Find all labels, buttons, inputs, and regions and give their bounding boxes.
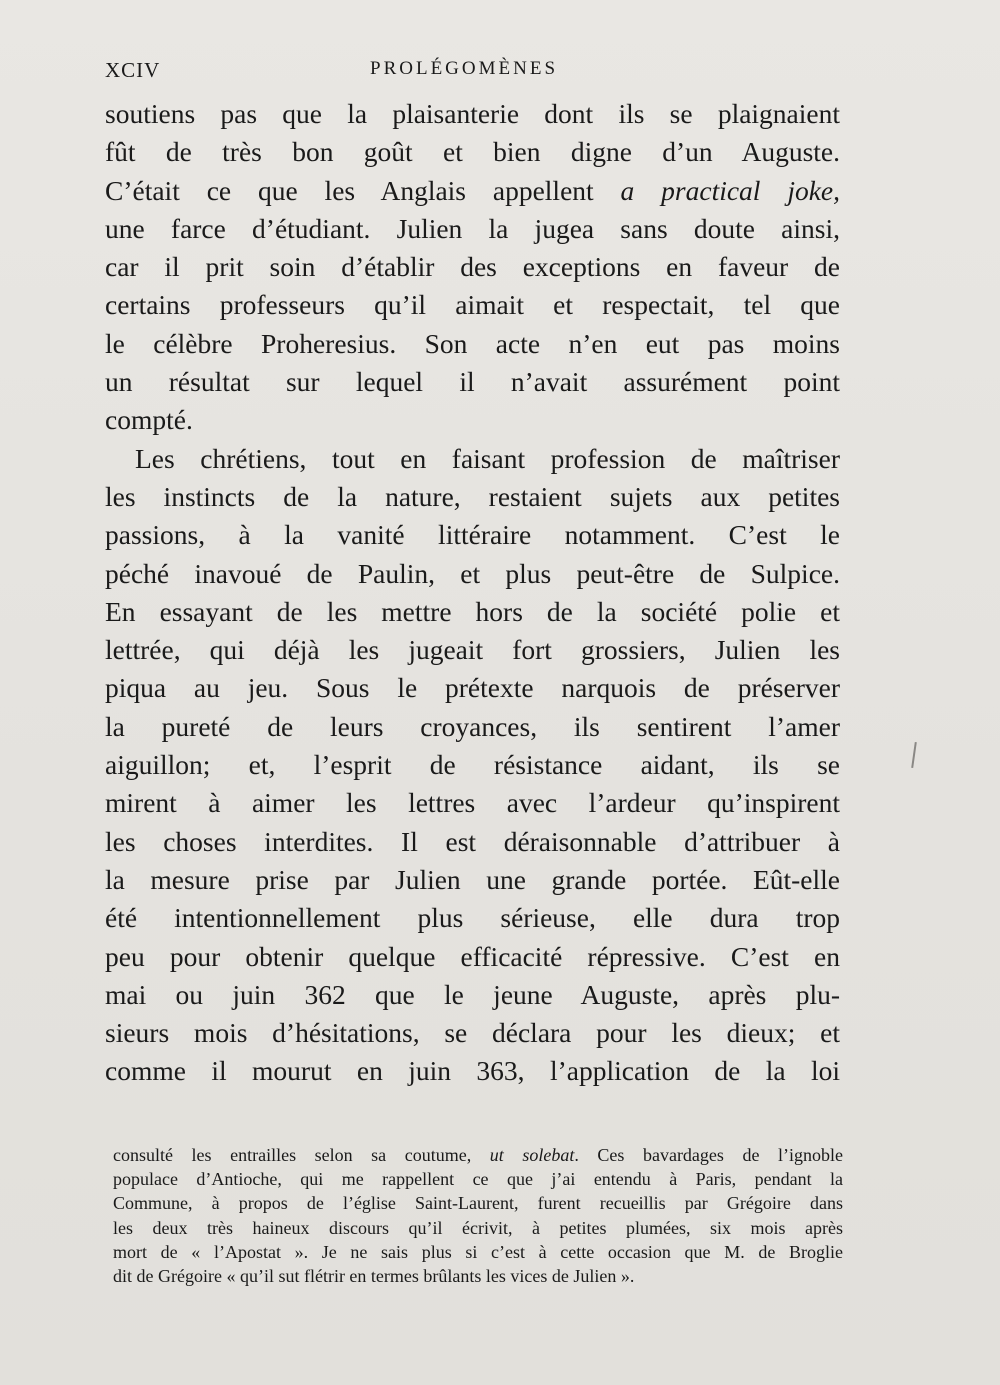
text-line: peu pour obtenir quelque efficacité répressive. C’est en [105, 940, 840, 972]
text-line: été intentionnellement plus sérieuse, elle dura trop [105, 902, 840, 934]
footnotes [113, 1143, 843, 1288]
page-number: XCIV [105, 58, 161, 82]
text-line: C’était ce que les Anglais appellent a practical joke, [105, 174, 840, 206]
text-line: En essayant de les mettre hors de la société polie et [105, 595, 840, 627]
footnote-line: les deux très haineux discours qu’il écrivit, à petites plumées, six mois après [113, 1217, 843, 1238]
footnote-line: consulté les entrailles selon sa coutume, ut solebat. Ces bavardages de l’ignoble [113, 1145, 844, 1165]
text-line: car il prit soin d’établir des exceptions en faveur de [105, 251, 840, 283]
text-line: aiguillon; et, l’esprit de résistance aidant, ils se [105, 749, 840, 781]
text-line: les instincts de la nature, restaient sujets aux petites [105, 480, 840, 512]
running-head [105, 58, 840, 84]
text-line: la mesure prise par Julien une grande portée. Eût-elle [105, 863, 840, 895]
text-line: les choses interdites. Il est déraisonnable d’attribuer à [105, 825, 840, 857]
footnote-line: Commune, à propos de l’église Saint-Laurent, furent recueillis par Grégoire dans [113, 1193, 843, 1214]
text-line: mai ou juin 362 que le jeune Auguste, après plu- [105, 978, 840, 1010]
text-line: soutiens pas que la plaisanterie dont ils se plaignaient [105, 98, 840, 129]
text-line: passions, à la vanité littéraire notamment. C’est le [105, 519, 840, 551]
text-line: piqua au jeu. Sous le prétexte narquois de préserver [105, 672, 840, 704]
text-line: comme il mourut en juin 363, l’application de la loi [105, 1055, 840, 1087]
main-text [105, 95, 840, 1091]
text-line: sieurs mois d’hésitations, se déclara pour les dieux; et [105, 1017, 840, 1049]
text-line: mirent à aimer les lettres avec l’ardeur qu’inspirent [105, 787, 840, 819]
footnote-line: mort de « l’Apostat ». Je ne sais plus si c’est à cette occasion que M. de Broglie [113, 1241, 843, 1262]
footnote-line: populace d’Antioche, qui me rappellent ce que j’ai entendu à Paris, pendant la [113, 1169, 843, 1190]
text-line: péché inavoué de Paulin, et plus peut-être de Sulpice. [105, 557, 840, 589]
text-line: une farce d’étudiant. Julien la jugea sans doute ainsi, [105, 212, 840, 244]
margin-mark [911, 742, 917, 768]
italic-phrase: a practical joke, [620, 174, 840, 206]
text-line: lettrée, qui déjà les jugeait fort grossiers, Julien les [105, 634, 840, 666]
italic-phrase: ut solebat [489, 1145, 575, 1165]
text-line: Les chrétiens, tout en faisant profession de maîtriser [135, 442, 840, 474]
text-line: un résultat sur lequel il n’avait assurément point [105, 366, 840, 398]
text-line: compté. [105, 404, 193, 436]
text-line: le célèbre Proheresius. Son acte n’en eut pas moins [105, 327, 840, 359]
running-title: PROLÉGOMÈNES [370, 58, 559, 79]
footnote-line: dit de Grégoire « qu’il sut flétrir en termes brûlants les vices de Julien ». [113, 1265, 635, 1286]
text-line: certains professeurs qu’il aimait et respectait, tel que [105, 289, 840, 321]
text-line: la pureté de leurs croyances, ils sentirent l’amer [105, 710, 840, 742]
text-line: fût de très bon goût et bien digne d’un Auguste. [105, 136, 840, 168]
